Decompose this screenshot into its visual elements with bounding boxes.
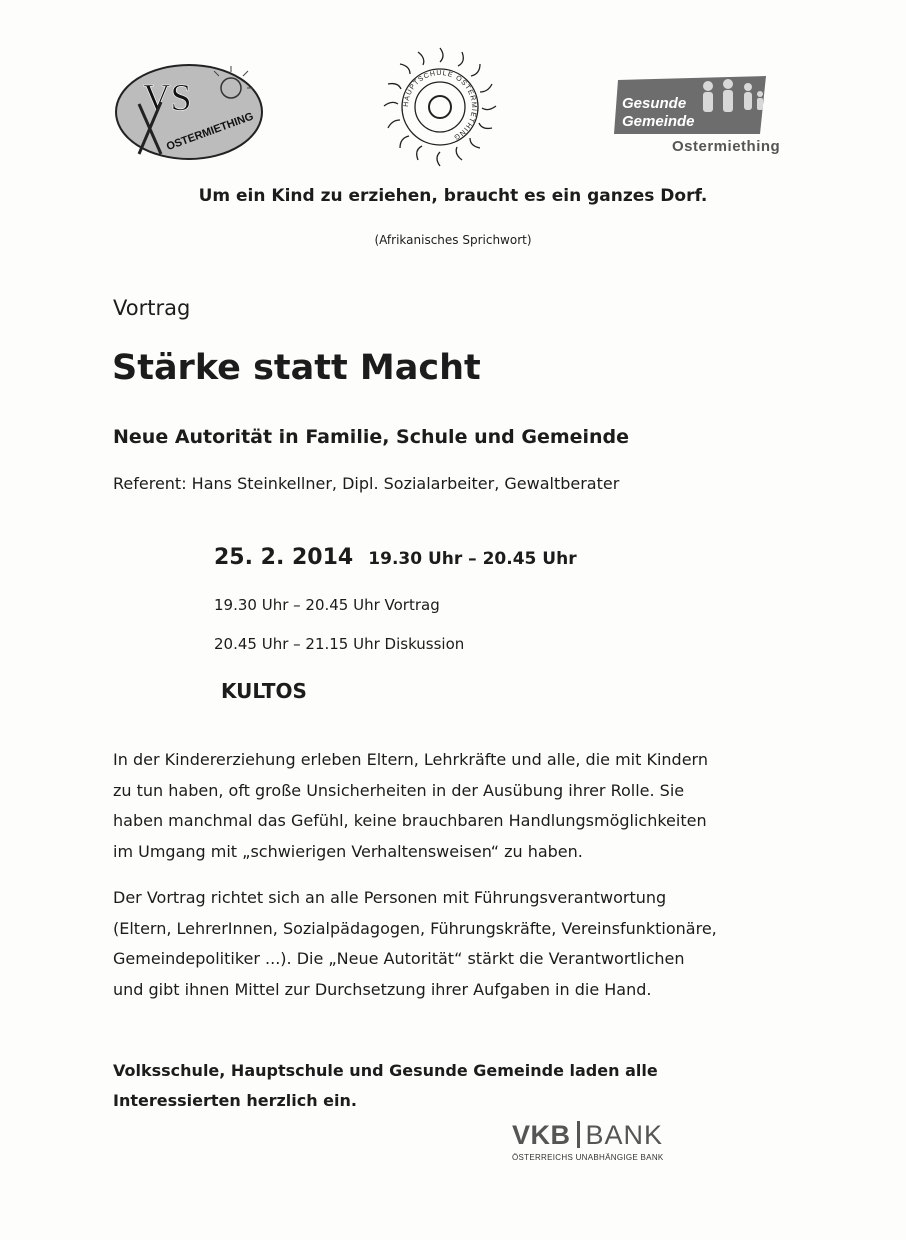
motto-heading: Um ein Kind zu erziehen, braucht es ein ganzes Dorf. [198, 186, 708, 206]
event-venue: KULTOS [221, 679, 307, 703]
paragraph-line: zu tun haben, oft große Unsicherheiten in der Ausübung ihrer Rolle. Sie [113, 780, 685, 800]
invitation-line: Interessierten herzlich ein. [113, 1091, 357, 1110]
description-paragraph-2 [113, 883, 813, 1005]
vkb-tagline: ÖSTERREICHS UNABHÄNGIGE BANK [512, 1153, 664, 1162]
motto-source: (Afrikanisches Sprichwort) [374, 233, 532, 247]
invitation-text [113, 1056, 658, 1116]
event-date-line [214, 545, 577, 570]
svg-text:HAUPTSCHULE OSTERMIETHING: HAUPTSCHULE OSTERMIETHING [402, 69, 478, 141]
paragraph-line: In der Kindererziehung erleben Eltern, Lehrkräfte und alle, die mit Kindern [113, 750, 708, 769]
svg-text:OSTERMIETHING: OSTERMIETHING [164, 110, 256, 154]
vs-ostermiething-logo [113, 62, 265, 162]
svg-text:VS: VS [143, 77, 192, 119]
gesunde-gemeinde-place: Ostermiething [672, 138, 781, 155]
paragraph-line: haben manchmal das Gefühl, keine brauchbaren Handlungsmöglichkeiten [113, 811, 707, 830]
event-date: 25. 2. 2014 [214, 545, 354, 570]
event-time: 19.30 Uhr – 20.45 Uhr [368, 549, 577, 569]
paragraph-line: im Umgang mit „schwierigen Verhaltensweisen“ zu haben. [113, 841, 583, 861]
description-paragraph-1 [113, 745, 813, 867]
schedule-item-discussion: 20.45 Uhr – 21.15 Uhr Diskussion [214, 635, 465, 653]
paragraph-line: (Eltern, LehrerInnen, Sozialpädagogen, Führungskräfte, Vereinsfunktionäre, [113, 918, 717, 938]
event-title: Stärke statt Macht [112, 348, 481, 388]
paragraph-line: Der Vortrag richtet sich an alle Personen mit Führungsverantwortung [113, 888, 667, 907]
event-speaker: Referent: Hans Steinkellner, Dipl. Sozialarbeiter, Gewaltberater [113, 474, 620, 493]
svg-text:Gesunde: Gesunde [622, 95, 687, 112]
hauptschule-sun-logo [370, 42, 510, 174]
vkb-name: VKB [512, 1120, 571, 1150]
svg-text:Gemeinde: Gemeinde [622, 113, 695, 130]
invitation-line: Volksschule, Hauptschule und Gesunde Gemeinde laden alle [113, 1061, 658, 1080]
paragraph-line: und gibt ihnen Mittel zur Durchsetzung ihrer Aufgaben in die Hand. [113, 979, 652, 999]
paragraph-line: Gemeindepolitiker ...). Die „Neue Autorität“ stärkt die Verantwortlichen [113, 949, 685, 968]
event-type: Vortrag [113, 296, 191, 320]
schedule-item-talk: 19.30 Uhr – 20.45 Uhr Vortrag [214, 596, 440, 614]
event-subtitle: Neue Autorität in Familie, Schule und Gemeinde [113, 426, 630, 448]
vkb-word: BANK [585, 1120, 664, 1150]
vkb-separator [577, 1121, 580, 1148]
vkb-bank-logo [512, 1120, 664, 1162]
